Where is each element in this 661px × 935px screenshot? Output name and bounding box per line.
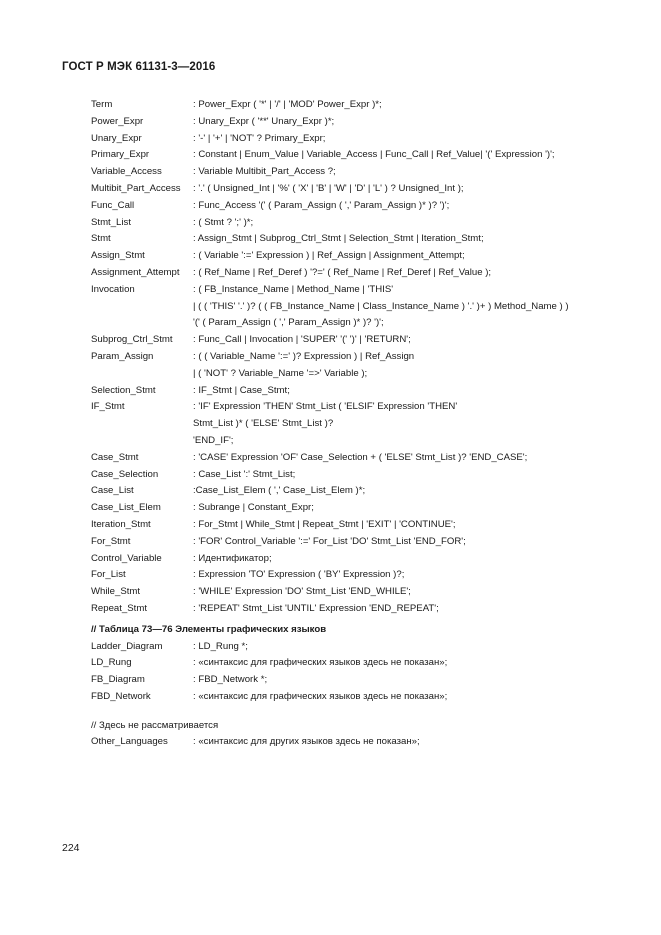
rule-definition-line: : ( Ref_Name | Ref_Deref ) '?=' ( Ref_Name | Ref_Deref | Ref_Value ); bbox=[193, 266, 492, 278]
rule-definition-line: : '-' | '+' | 'NOT' ? Primary_Expr; bbox=[193, 132, 326, 144]
grammar-rule bbox=[91, 672, 631, 689]
rule-definition-line: : 'REPEAT' Stmt_List 'UNTIL' Expression 'END_REPEAT'; bbox=[193, 602, 439, 614]
rule-definition-line: 'END_IF'; bbox=[193, 434, 234, 446]
rule-name: LD_Rung bbox=[91, 657, 132, 669]
rule-name: Primary_Expr bbox=[91, 149, 150, 161]
rule-definition-line: : Func_Access '(' ( Param_Assign ( ',' Param_Assign )* )? ')'; bbox=[193, 199, 450, 211]
rule-definition bbox=[193, 689, 631, 706]
rule-name: Case_List_Elem bbox=[91, 502, 161, 514]
rule-definition bbox=[193, 265, 631, 282]
grammar-rule bbox=[91, 639, 631, 656]
grammar-rule bbox=[91, 215, 631, 232]
rule-definition bbox=[193, 734, 631, 751]
rule-definition bbox=[193, 584, 631, 601]
rule-definition bbox=[193, 147, 631, 164]
rule-definition-line: Stmt_List )* ( 'ELSE' Stmt_List )? bbox=[193, 418, 334, 430]
rule-definition-line: : ( Stmt ? ';' )*; bbox=[193, 216, 254, 228]
other-section-heading: // Здесь не рассматривается bbox=[91, 719, 219, 731]
rule-definition-line: : 'FOR' Control_Variable ':=' For_List 'DO' Stmt_List 'END_FOR'; bbox=[193, 535, 466, 547]
graphics-rule-list bbox=[91, 639, 631, 706]
rule-name: Invocation bbox=[91, 283, 135, 295]
rule-definition-line: : ( Variable ':=' Expression ) | Ref_Assign | Assignment_Attempt; bbox=[193, 250, 465, 262]
rule-definition bbox=[193, 282, 631, 332]
rule-name: Param_Assign bbox=[91, 350, 154, 362]
rule-definition-line: : Case_List ':' Stmt_List; bbox=[193, 468, 296, 480]
grammar-rule bbox=[91, 164, 631, 181]
rule-definition bbox=[193, 672, 631, 689]
rule-definition-line: : Power_Expr ( '*' | '/' | 'MOD' Power_Expr )*; bbox=[193, 99, 382, 110]
rule-name: Subprog_Ctrl_Stmt bbox=[91, 334, 173, 346]
rule-definition bbox=[193, 500, 631, 517]
rule-name: Assign_Stmt bbox=[91, 250, 145, 262]
rule-name: Iteration_Stmt bbox=[91, 518, 151, 530]
grammar-rule bbox=[91, 282, 631, 332]
grammar-rule bbox=[91, 181, 631, 198]
grammar-rule bbox=[91, 147, 631, 164]
rule-definition-line: : '.' ( Unsigned_Int | '%' ( 'X' | 'B' | 'W' | 'D' | 'L' ) ? Unsigned_Int ); bbox=[193, 182, 464, 194]
main-rule-list bbox=[91, 97, 631, 618]
page-number: 224 bbox=[62, 842, 80, 854]
rule-name: FB_Diagram bbox=[91, 674, 145, 686]
rule-name: Unary_Expr bbox=[91, 132, 142, 144]
rule-definition-line: | ( ( 'THIS' '.' )? ( ( FB_Instance_Name | Class_Instance_Name ) '.' )+ ) Method_Name ) ) bbox=[193, 300, 569, 312]
rule-name: Stmt bbox=[91, 233, 111, 245]
rule-definition bbox=[193, 517, 631, 534]
rule-name: Assignment_Attempt bbox=[91, 266, 180, 278]
rule-name: Power_Expr bbox=[91, 115, 144, 127]
rule-name: Selection_Stmt bbox=[91, 384, 156, 396]
rule-definition-line: : Expression 'TO' Expression ( 'BY' Expression )?; bbox=[193, 569, 405, 581]
rule-definition bbox=[193, 349, 631, 383]
rule-definition-line: : FBD_Network *; bbox=[193, 674, 268, 686]
grammar-rule bbox=[91, 551, 631, 568]
rule-name: Func_Call bbox=[91, 199, 135, 211]
rule-definition bbox=[193, 399, 631, 449]
page-header-standard-title: ГОСТ Р МЭК 61131-3—2016 bbox=[62, 61, 216, 73]
rule-definition bbox=[193, 639, 631, 656]
grammar-rule bbox=[91, 114, 631, 131]
grammar-rule bbox=[91, 248, 631, 265]
rule-name: While_Stmt bbox=[91, 586, 141, 598]
rule-name: For_List bbox=[91, 569, 126, 581]
rule-definition bbox=[193, 332, 631, 349]
rule-name: For_Stmt bbox=[91, 535, 131, 547]
rule-definition bbox=[193, 215, 631, 232]
rule-definition-line: : ( ( Variable_Name ':=' )? Expression ) | Ref_Assign bbox=[193, 350, 415, 362]
rule-definition-line: | ( 'NOT' ? Variable_Name '=>' Variable ); bbox=[193, 367, 368, 379]
rule-definition bbox=[193, 383, 631, 400]
rule-definition-line: : Идентификатор; bbox=[193, 552, 272, 564]
grammar-rule bbox=[91, 265, 631, 282]
grammar-rule bbox=[91, 534, 631, 551]
rule-name: Variable_Access bbox=[91, 166, 162, 178]
grammar-rule bbox=[91, 734, 631, 751]
grammar-rule bbox=[91, 500, 631, 517]
rule-definition-line: : Assign_Stmt | Subprog_Ctrl_Stmt | Selection_Stmt | Iteration_Stmt; bbox=[193, 233, 484, 245]
rule-definition-line: : Unary_Expr ( '**' Unary_Expr )*; bbox=[193, 115, 335, 127]
rule-definition bbox=[193, 655, 631, 672]
rule-definition bbox=[193, 231, 631, 248]
grammar-rule bbox=[91, 450, 631, 467]
grammar-rule bbox=[91, 349, 631, 383]
rule-definition bbox=[193, 164, 631, 181]
rule-definition-line: : Constant | Enum_Value | Variable_Access | Func_Call | Ref_Value| '(' Expression ')'; bbox=[193, 149, 555, 161]
grammar-rule bbox=[91, 689, 631, 706]
rule-name: Case_List bbox=[91, 485, 134, 497]
grammar-rule bbox=[91, 198, 631, 215]
rule-name: Stmt_List bbox=[91, 216, 131, 228]
rule-definition-line: : IF_Stmt | Case_Stmt; bbox=[193, 384, 290, 396]
grammar-rule bbox=[91, 332, 631, 349]
rule-name: Case_Stmt bbox=[91, 451, 139, 463]
rule-definition-line: : «синтаксис для других языков здесь не показан»; bbox=[193, 736, 420, 748]
rule-definition bbox=[193, 450, 631, 467]
rule-definition-line: : «синтаксис для графических языков здесь не показан»; bbox=[193, 657, 448, 669]
rule-definition bbox=[193, 534, 631, 551]
grammar-rule bbox=[91, 467, 631, 484]
rule-name: Repeat_Stmt bbox=[91, 602, 147, 614]
rule-definition-line: : 'CASE' Expression 'OF' Case_Selection + ( 'ELSE' Stmt_List )? 'END_CASE'; bbox=[193, 451, 528, 463]
rule-definition bbox=[193, 97, 631, 114]
rule-definition-line: : ( FB_Instance_Name | Method_Name | 'THIS' bbox=[193, 283, 394, 295]
rule-definition-line: : For_Stmt | While_Stmt | Repeat_Stmt | 'EXIT' | 'CONTINUE'; bbox=[193, 518, 456, 530]
rule-name: Term bbox=[91, 99, 113, 110]
rule-definition bbox=[193, 601, 631, 618]
grammar-rule bbox=[91, 483, 631, 500]
grammar-rule bbox=[91, 97, 631, 114]
rule-definition bbox=[193, 198, 631, 215]
grammar-rule bbox=[91, 655, 631, 672]
rule-definition-line: : Subrange | Constant_Expr; bbox=[193, 502, 314, 514]
grammar-rule bbox=[91, 517, 631, 534]
grammar-rule bbox=[91, 567, 631, 584]
rule-name: Ladder_Diagram bbox=[91, 640, 163, 652]
rule-definition bbox=[193, 248, 631, 265]
rule-definition-line: : LD_Rung *; bbox=[193, 640, 248, 652]
rule-name: Control_Variable bbox=[91, 552, 162, 564]
rule-definition-line: : Variable Multibit_Part_Access ?; bbox=[193, 166, 336, 178]
rule-definition-line: : 'WHILE' Expression 'DO' Stmt_List 'END_WHILE'; bbox=[193, 586, 411, 598]
rule-name: Case_Selection bbox=[91, 468, 159, 480]
rule-definition-line: :Case_List_Elem ( ',' Case_List_Elem )*; bbox=[193, 485, 366, 497]
rule-definition-line: : «синтаксис для графических языков здесь не показан»; bbox=[193, 690, 448, 702]
graphics-section-heading: // Таблица 73—76 Элементы графических языков bbox=[91, 623, 327, 635]
rule-definition bbox=[193, 131, 631, 148]
rule-definition bbox=[193, 483, 631, 500]
rule-definition bbox=[193, 181, 631, 198]
rule-name: Other_Languages bbox=[91, 736, 168, 748]
rule-definition bbox=[193, 567, 631, 584]
other-rule-list bbox=[91, 734, 631, 751]
grammar-rule bbox=[91, 131, 631, 148]
rule-definition bbox=[193, 467, 631, 484]
grammar-rule bbox=[91, 601, 631, 618]
grammar-rules bbox=[91, 97, 631, 751]
rule-definition-line: '(' ( Param_Assign ( ',' Param_Assign )* )? ')'; bbox=[193, 317, 384, 329]
rule-name: IF_Stmt bbox=[91, 401, 125, 413]
rule-name: FBD_Network bbox=[91, 690, 151, 702]
grammar-rule bbox=[91, 383, 631, 400]
rule-definition-line: : Func_Call | Invocation | 'SUPER' '(' ')' | 'RETURN'; bbox=[193, 334, 411, 346]
rule-name: Multibit_Part_Access bbox=[91, 182, 181, 194]
grammar-rule bbox=[91, 584, 631, 601]
grammar-rule bbox=[91, 399, 631, 449]
rule-definition-line: : 'IF' Expression 'THEN' Stmt_List ( 'ELSIF' Expression 'THEN' bbox=[193, 401, 458, 413]
rule-definition bbox=[193, 551, 631, 568]
rule-definition bbox=[193, 114, 631, 131]
grammar-rule bbox=[91, 231, 631, 248]
